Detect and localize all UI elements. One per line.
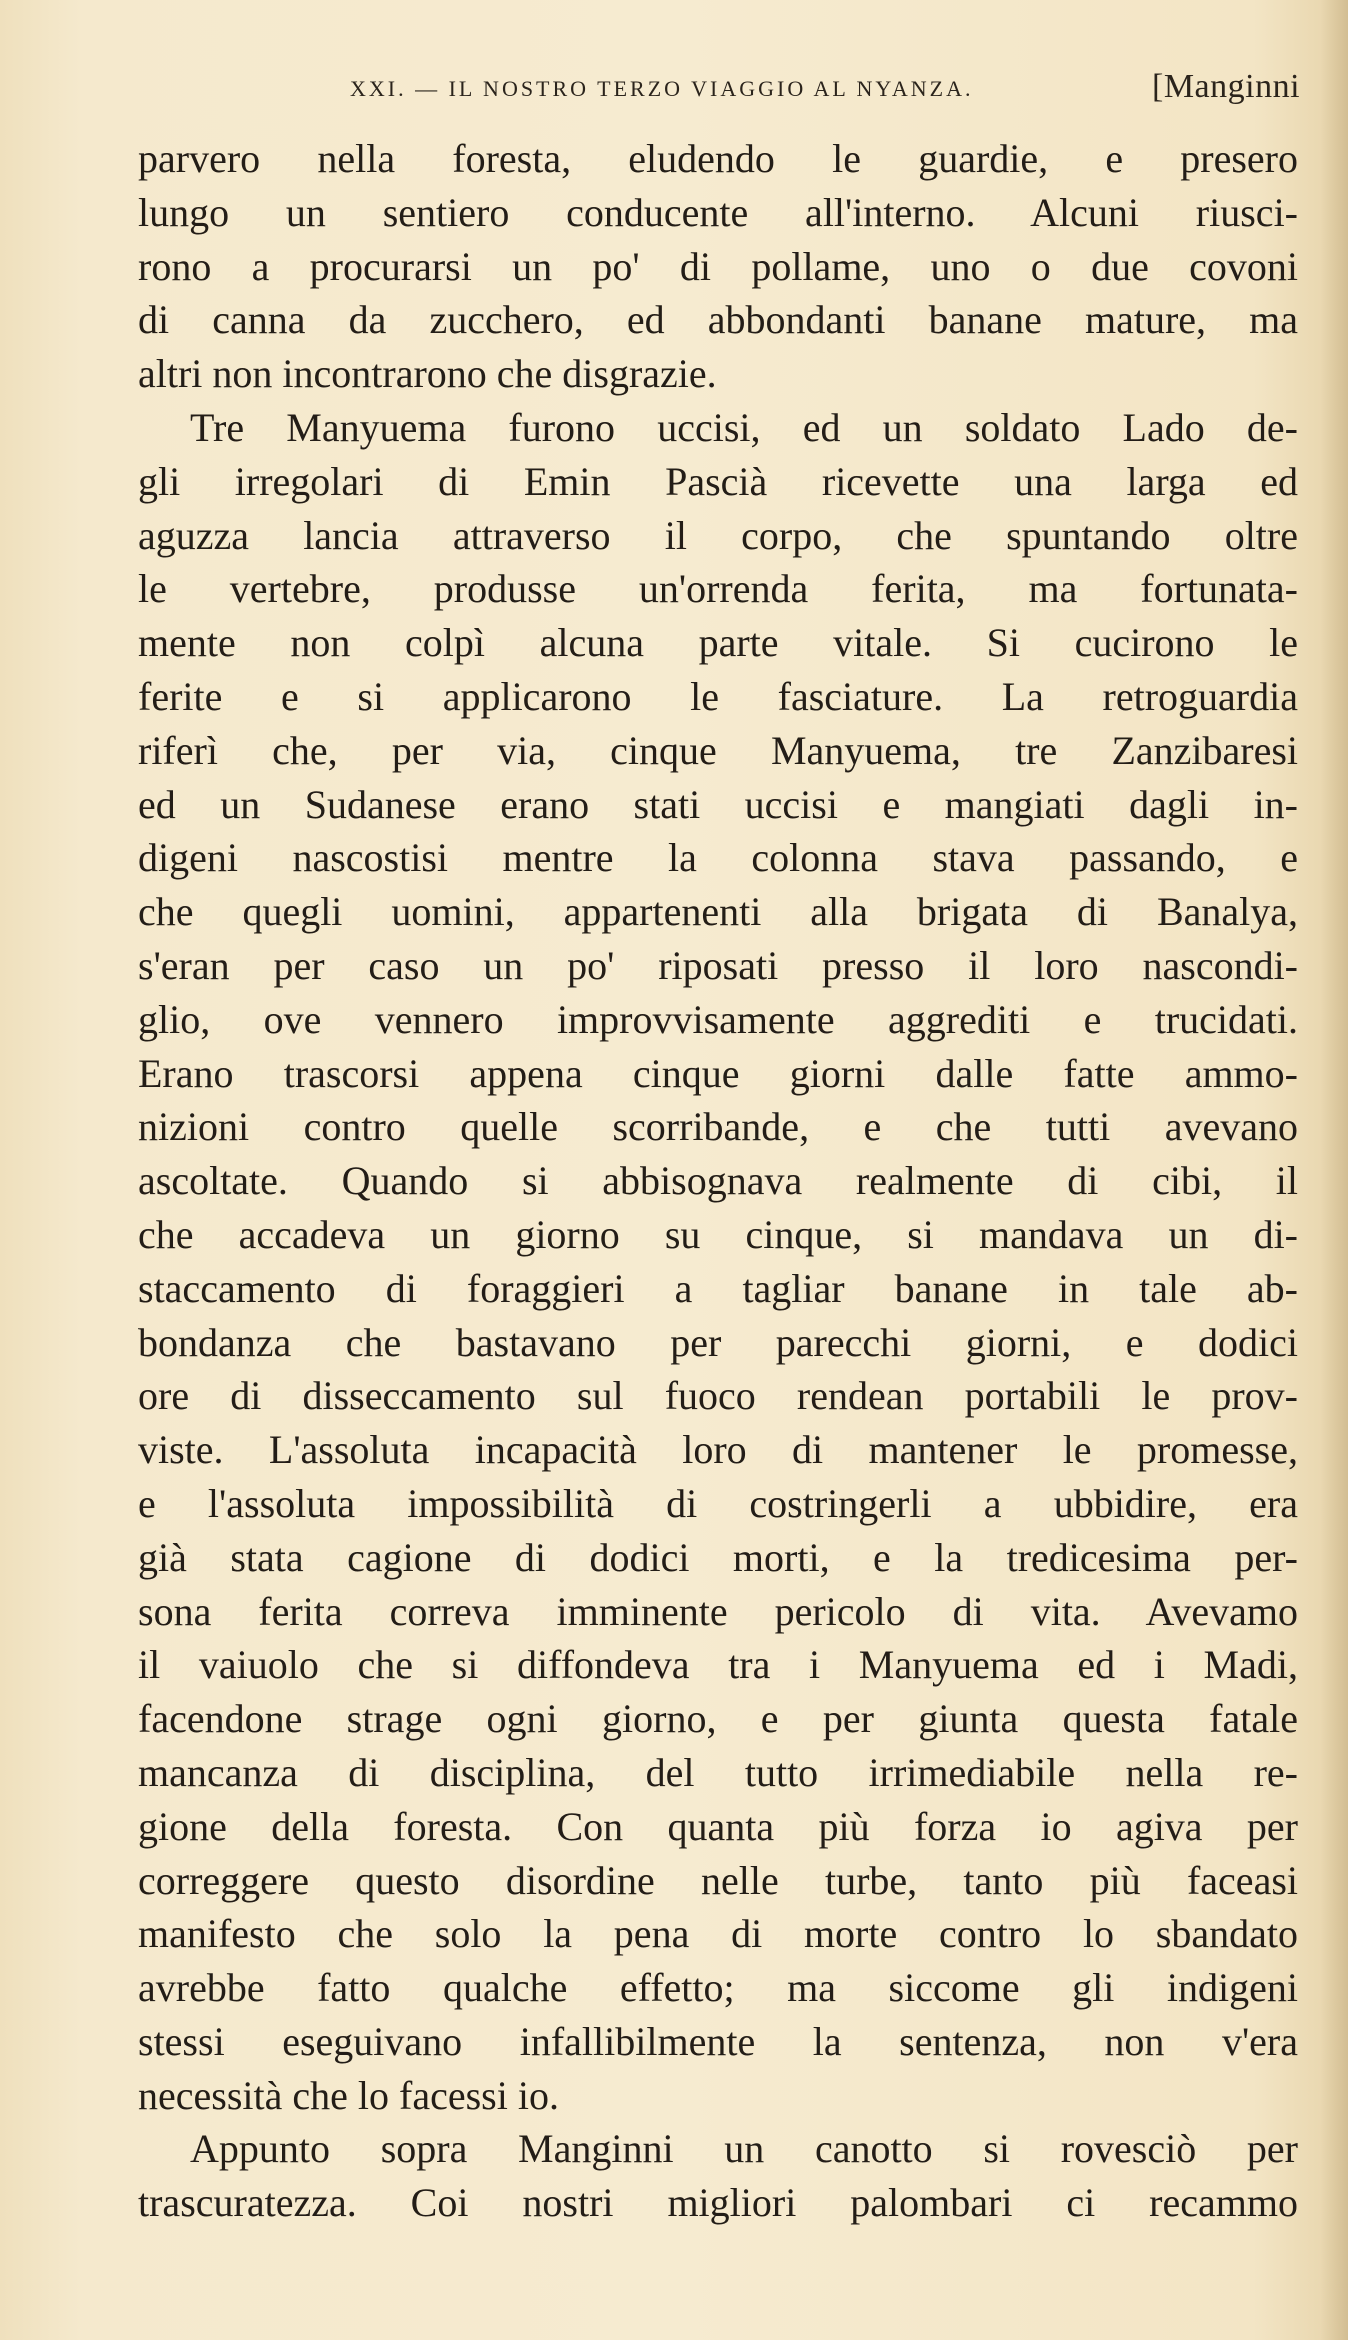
text-line: glio, ove vennero improvvisamente aggrediti e trucidati. (138, 996, 1298, 1042)
running-header (320, 68, 1300, 118)
text-line: mancanza di disciplina, del tutto irrimediabile nella re- (138, 1749, 1298, 1795)
text-line: staccamento di foraggieri a tagliar banane in tale ab- (138, 1265, 1298, 1311)
text-line: ed un Sudanese erano stati uccisi e mangiati dagli in- (138, 781, 1298, 827)
paragraph (138, 401, 1298, 2123)
text-line: ascoltate. Quando si abbisognava realmente di cibi, il (138, 1158, 1298, 1204)
side-note: [Manginni (1152, 68, 1301, 105)
text-line: già stata cagione di dodici morti, e la tredicesima per- (138, 1534, 1298, 1580)
text-line: Tre Manyuema furono uccisi, ed un soldato Lado de- (190, 404, 1298, 450)
text-line: stessi eseguivano infallibilmente la sentenza, non v'era (138, 2018, 1298, 2064)
text-line: bondanza che bastavano per parecchi giorni, e dodici (138, 1319, 1298, 1365)
text-line: che quegli uomini, appartenenti alla brigata di Banalya, (138, 889, 1298, 935)
paragraph (138, 132, 1298, 401)
text-line: gli irregolari di Emin Pascià ricevette una larga ed (138, 458, 1298, 504)
text-line: rono a procurarsi un po' di pollame, uno o due covoni (138, 243, 1298, 289)
text-line: s'eran per caso un po' riposati presso il loro nascondi- (138, 942, 1298, 988)
text-line: aguzza lancia attraverso il corpo, che spuntando oltre (138, 512, 1298, 558)
text-line: digeni nascostisi mentre la colonna stava passando, e (138, 835, 1298, 881)
text-line: nizioni contro quelle scorribande, e che tutti avevano (138, 1104, 1298, 1150)
text-line: di canna da zucchero, ed abbondanti banane mature, ma (138, 297, 1298, 343)
running-title: XXI. — IL NOSTRO TERZO VIAGGIO AL NYANZA. (350, 76, 974, 101)
text-line: correggere questo disordine nelle turbe, tanto più faceasi (138, 1857, 1298, 1903)
text-line: parvero nella foresta, eludendo le guardie, e presero (138, 136, 1298, 181)
text-line: altri non incontrarono che disgrazie. (138, 351, 717, 397)
paragraph (138, 2122, 1298, 2230)
page-edge-shadow (1320, 0, 1348, 2340)
text-line: avrebbe fatto qualche effetto; ma siccome gli indigeni (138, 1965, 1298, 2011)
text-line: ore di disseccamento sul fuoco rendean portabili le prov- (138, 1373, 1298, 1419)
text-line: Appunto sopra Manginni un canotto si rovesciò per (190, 2126, 1298, 2172)
text-line: facendone strage ogni giorno, e per giunta questa fatale (138, 1696, 1298, 1742)
text-line: che accadeva un giorno su cinque, si mandava un di- (138, 1211, 1298, 1257)
text-line: il vaiuolo che si diffondeva tra i Manyuema ed i Madi, (138, 1642, 1298, 1688)
text-line: gione della foresta. Con quanta più forza io agiva per (138, 1803, 1298, 1849)
body-text (138, 132, 1298, 2230)
text-line: lungo un sentiero conducente all'interno. Alcuni riusci- (138, 189, 1298, 235)
text-line: ferite e si applicarono le fasciature. La retroguardia (138, 673, 1298, 719)
text-line: necessità che lo facessi io. (138, 2072, 559, 2118)
text-line: trascuratezza. Coi nostri migliori palombari ci recammo (138, 2180, 1298, 2226)
text-line: e l'assoluta impossibilità di costringerli a ubbidire, era (138, 1480, 1298, 1526)
text-line: manifesto che solo la pena di morte contro lo sbandato (138, 1911, 1298, 1957)
text-line: riferì che, per via, cinque Manyuema, tre Zanzibaresi (138, 727, 1298, 773)
text-line: viste. L'assoluta incapacità loro di mantener le promesse, (138, 1427, 1298, 1473)
text-line: sona ferita correva imminente pericolo di vita. Avevamo (138, 1588, 1298, 1634)
text-line: mente non colpì alcuna parte vitale. Si cucirono le (138, 620, 1298, 666)
text-line: le vertebre, produsse un'orrenda ferita, ma fortunata- (138, 566, 1298, 612)
text-line: Erano trascorsi appena cinque giorni dalle fatte ammo- (138, 1050, 1298, 1096)
